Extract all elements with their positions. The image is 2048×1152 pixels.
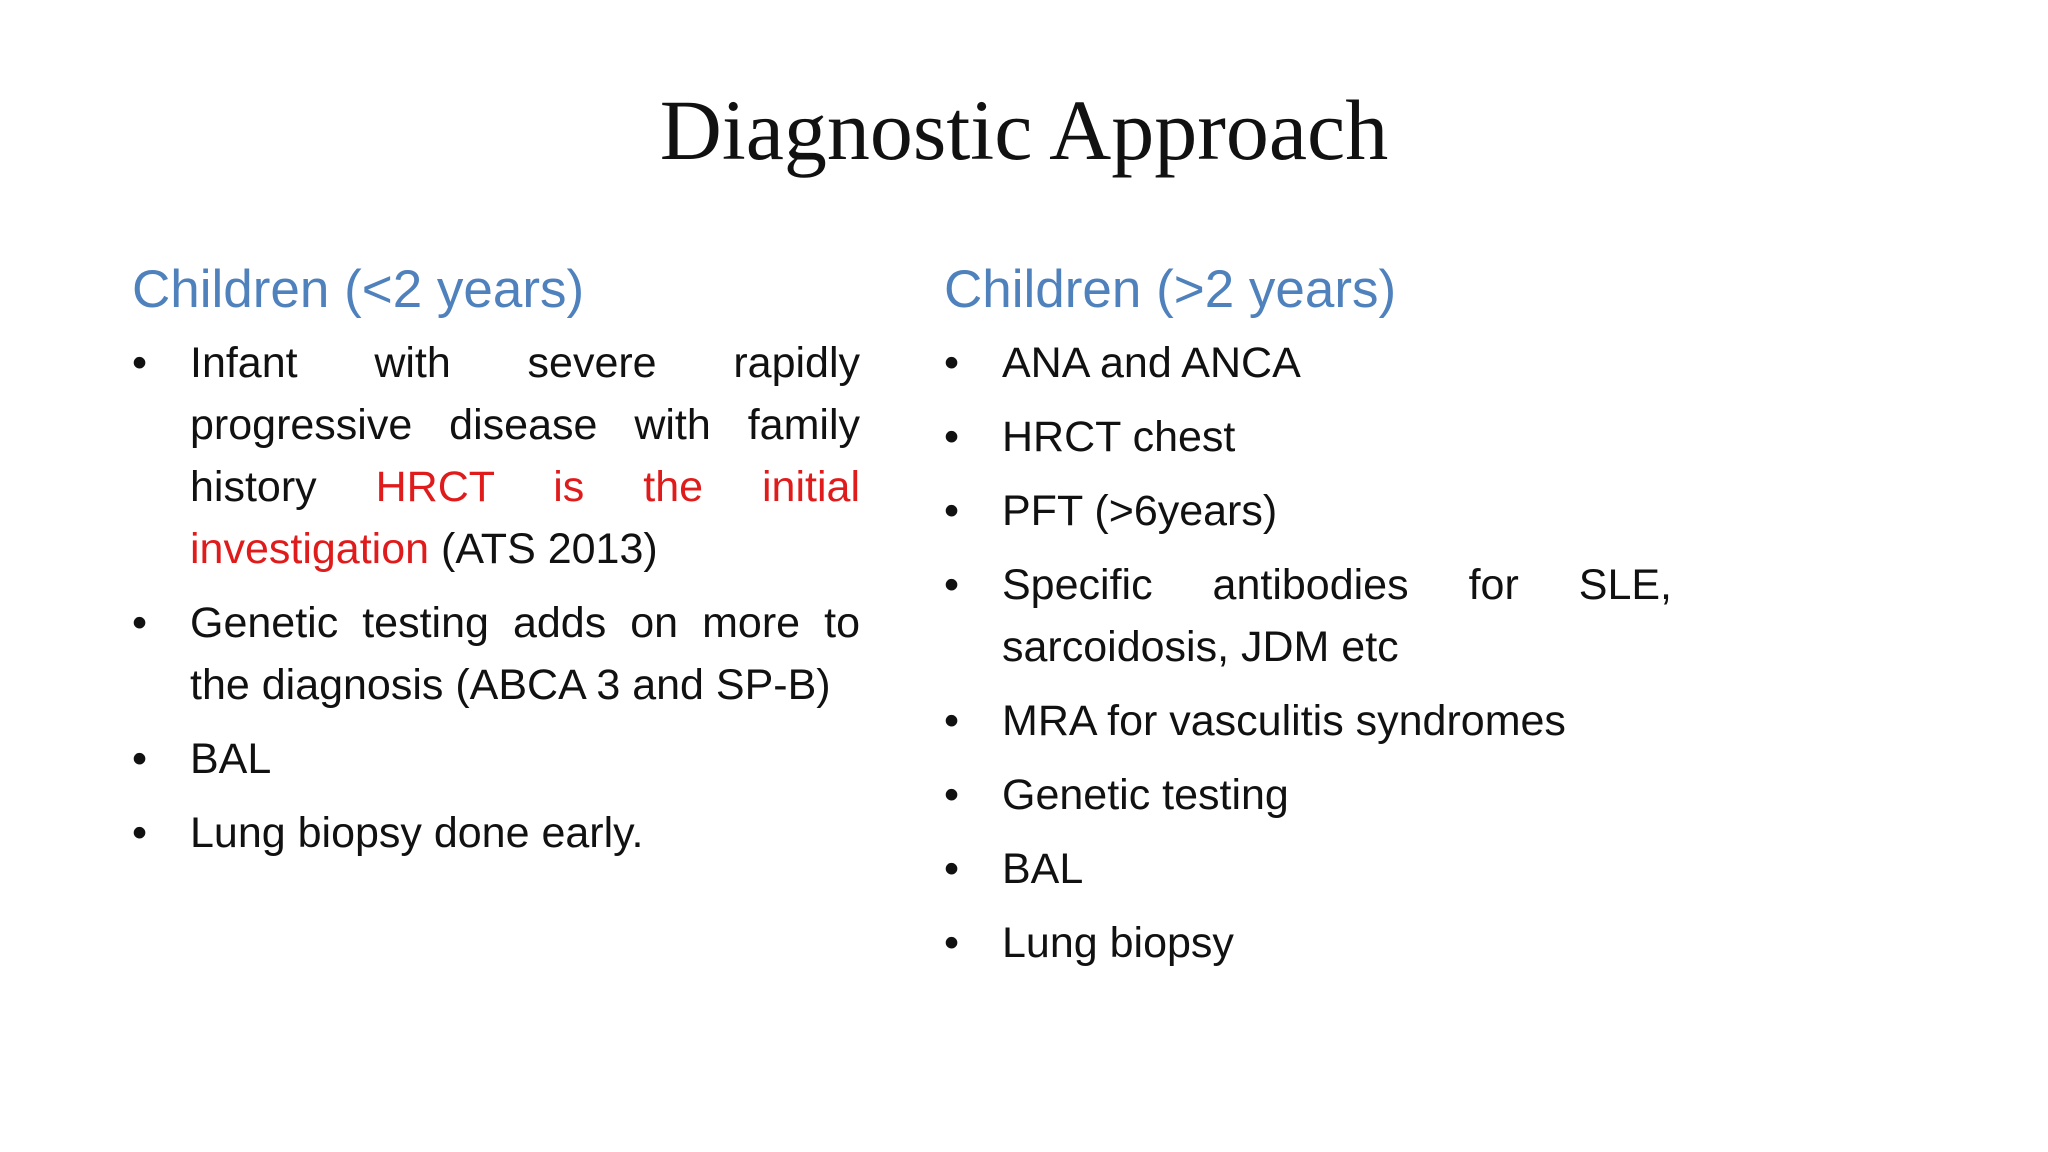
highlight-text: HRCT is the initial investigation (190, 463, 860, 573)
right-heading: Children (>2 years) (944, 260, 1397, 319)
list-item (132, 592, 860, 716)
list-item (944, 332, 1672, 394)
bullet-icon: • (132, 339, 148, 387)
list-item (944, 480, 1672, 542)
list-item (944, 838, 1672, 900)
bullet-icon: • (944, 771, 960, 819)
bullet-text: Specific antibodies for SLE, sarcoidosis, JDM etc (1002, 561, 1672, 671)
bullet-text: ANA and ANCA (1002, 339, 1301, 387)
bullet-icon: • (132, 735, 148, 783)
list-item (944, 764, 1672, 826)
bullet-text: Lung biopsy (1002, 919, 1234, 967)
bullet-text: Lung biopsy done early. (190, 809, 644, 857)
bullet-icon: • (944, 487, 960, 535)
right-bullet-list (944, 332, 1672, 974)
left-column (132, 258, 860, 876)
bullet-text: MRA for vasculitis syndromes (1002, 697, 1566, 745)
left-heading: Children (<2 years) (132, 260, 585, 319)
bullet-text: Genetic testing (1002, 771, 1289, 819)
list-item (132, 332, 860, 580)
bullet-text: BAL (190, 735, 272, 783)
bullet-text: HRCT chest (1002, 413, 1236, 461)
bullet-text: Genetic testing adds on more to the diagnosis (ABCA 3 and SP-B) (190, 599, 860, 709)
bullet-text: Infant with severe rapidly progressive disease with family history (190, 339, 860, 511)
bullet-icon: • (132, 599, 148, 647)
list-item (944, 912, 1672, 974)
list-item (132, 728, 860, 790)
slide-title: Diagnostic Approach (659, 82, 1389, 178)
list-item (944, 554, 1672, 678)
bullet-icon: • (132, 809, 148, 857)
bullet-icon: • (944, 561, 960, 609)
list-item (944, 690, 1672, 752)
bullet-icon: • (944, 845, 960, 893)
bullet-text: PFT (>6years) (1002, 487, 1278, 535)
bullet-text-suffix: (ATS 2013) (429, 525, 658, 573)
bullet-text: BAL (1002, 845, 1084, 893)
bullet-icon: • (944, 697, 960, 745)
bullet-icon: • (944, 339, 960, 387)
bullet-icon: • (944, 413, 960, 461)
right-column (944, 258, 1672, 986)
left-bullet-list (132, 332, 860, 864)
list-item (132, 802, 860, 864)
list-item (944, 406, 1672, 468)
bullet-icon: • (944, 919, 960, 967)
